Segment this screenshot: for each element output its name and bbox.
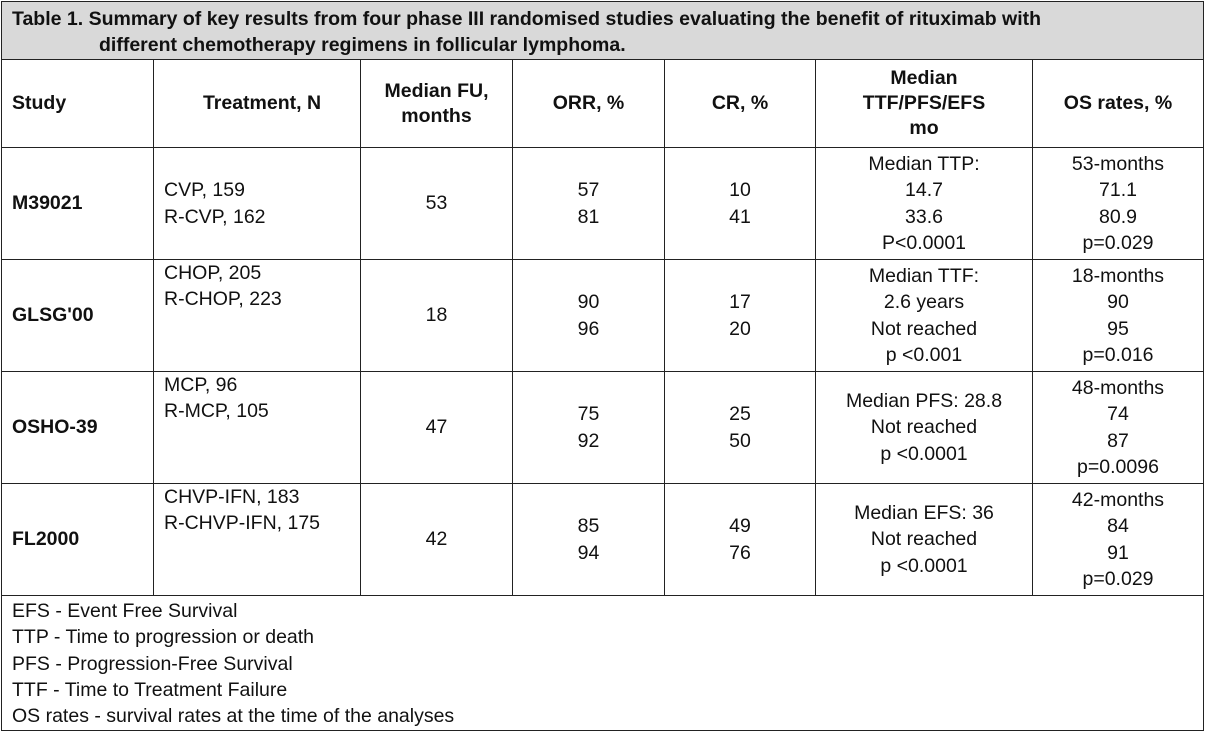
- header-orr: ORR, %: [513, 60, 665, 147]
- median-fu-cell: 47: [361, 372, 513, 483]
- ttf-cell: Median PFS: 28.8 Not reached p <0.0001: [816, 372, 1033, 483]
- os-cell: 48-months 74 87 p=0.0096: [1071, 376, 1165, 478]
- header-os: OS rates, %: [1063, 92, 1173, 114]
- orr-cell: 57 81: [513, 148, 665, 259]
- os-cell: 42-months 84 91 p=0.029: [1071, 488, 1165, 590]
- table-footnotes: [2, 594, 1203, 729]
- table-caption: [2, 2, 1203, 60]
- treatment-cell: MCP, 96 R-MCP, 105: [154, 372, 361, 483]
- orr-cell: 85 94: [513, 484, 665, 595]
- footnote: TTP - Time to progression or death: [12, 626, 315, 649]
- cr-cell: 10 41: [665, 148, 816, 259]
- cr-cell: 25 50: [665, 372, 816, 483]
- median-fu-cell: 18: [361, 260, 513, 371]
- study-name: GLSG'00: [2, 260, 154, 371]
- treatment-cell: CVP, 159 R-CVP, 162: [154, 148, 361, 259]
- treatment-cell: CHOP, 205 R-CHOP, 223: [154, 260, 361, 371]
- footnote: PFS - Progression-Free Survival: [12, 652, 293, 675]
- median-fu-cell: 53: [361, 148, 513, 259]
- header-median-ttf: Median TTF/PFS/EFS mo: [816, 60, 1033, 147]
- orr-cell: 75 92: [513, 372, 665, 483]
- header-row: [2, 60, 1203, 148]
- table-row: [2, 372, 1203, 484]
- median-fu-cell: 42: [361, 484, 513, 595]
- table-frame: [1, 1, 1204, 731]
- orr-cell: 90 96: [513, 260, 665, 371]
- table-row: [2, 260, 1203, 372]
- header-treatment: Treatment, N: [154, 60, 361, 147]
- header-cr: CR, %: [665, 60, 816, 147]
- os-cell: 53-months 71.1 80.9 p=0.029: [1071, 152, 1165, 254]
- ttf-cell: Median TTF: 2.6 years Not reached p <0.001: [816, 260, 1033, 371]
- header-study: Study: [2, 60, 154, 147]
- treatment-cell: CHVP-IFN, 183 R-CHVP-IFN, 175: [154, 484, 361, 595]
- study-name: OSHO-39: [2, 372, 154, 483]
- ttf-cell: Median TTP: 14.7 33.6 P<0.0001: [816, 148, 1033, 259]
- os-cell: 18-months 90 95 p=0.016: [1071, 264, 1165, 366]
- table-row: [2, 484, 1203, 596]
- caption-line-2: different chemotherapy regimens in follicular lymphoma.: [99, 34, 626, 56]
- study-name: M39021: [2, 148, 154, 259]
- caption-line-1: Table 1. Summary of key results from four phase III randomised studies evaluating the benefit of rituximab with: [12, 8, 1042, 30]
- cr-cell: 17 20: [665, 260, 816, 371]
- footnote: OS rates - survival rates at the time of the analyses: [12, 705, 455, 728]
- table-row: [2, 148, 1203, 260]
- header-median-fu: Median FU, months: [361, 60, 513, 147]
- footnote: EFS - Event Free Survival: [12, 600, 238, 622]
- ttf-cell: Median EFS: 36 Not reached p <0.0001: [816, 484, 1033, 595]
- cr-cell: 49 76: [665, 484, 816, 595]
- study-name: FL2000: [2, 484, 154, 595]
- footnote: TTF - Time to Treatment Failure: [12, 678, 288, 701]
